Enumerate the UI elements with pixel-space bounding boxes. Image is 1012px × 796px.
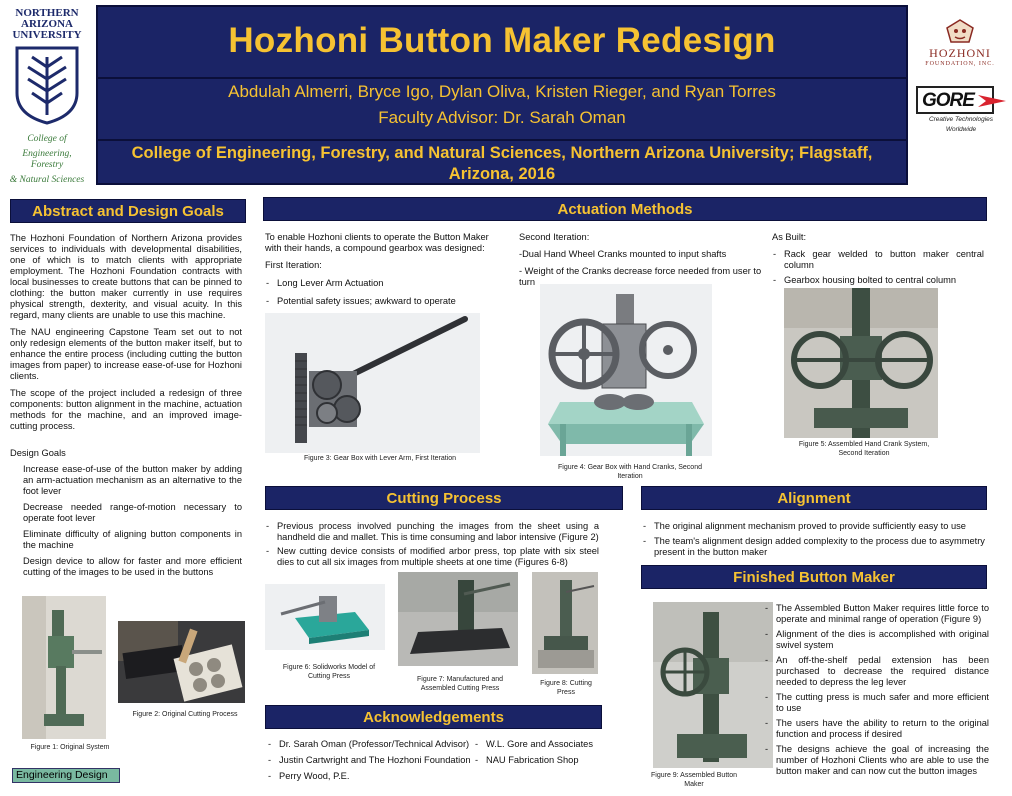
header-banner xyxy=(96,5,908,185)
abstract-paragraph: The scope of the project included a redesign of three components: button alignment in the machine, actuation methods for the machine, and an improved image-cutting process. xyxy=(10,388,242,431)
acknowledgements-heading: Acknowledgements xyxy=(265,705,602,729)
actuation-as-built xyxy=(772,232,984,289)
figure-7-caption: Figure 7: Manufactured and Assembled Cutting Press xyxy=(417,676,503,692)
nau-name-line-3: UNIVERSITY xyxy=(12,29,82,41)
advisor-line: Faculty Advisor: Dr. Sarah Oman xyxy=(378,108,626,127)
cutting-list xyxy=(265,521,599,571)
as-built-item: - Gearbox housing bolted to central column xyxy=(772,275,984,286)
figure-7-photo xyxy=(398,572,518,666)
figure-3-image xyxy=(265,313,480,453)
actuation-heading: Actuation Methods xyxy=(263,197,987,221)
abstract-body xyxy=(10,233,242,432)
finished-item: - The users have the ability to return to the original function and process if desired xyxy=(764,718,989,740)
figure-8-caption: Figure 8: Cutting Press xyxy=(540,680,592,696)
finished-item: - The designs achieve the goal of increasing the number of Hozhoni Clients who are able to use the button maker and can now cut the button images xyxy=(764,744,989,777)
figure-2-photo xyxy=(118,621,245,703)
first-iteration-item: - Long Lever Arm Actuation xyxy=(265,278,497,289)
alignment-heading: Alignment xyxy=(641,486,987,510)
nau-college-line-2: Engineering, Forestry xyxy=(22,149,72,170)
finished-item: - Alignment of the dies is accomplished with original swivel system xyxy=(764,629,989,651)
figure-1-photo xyxy=(22,596,106,739)
hozhoni-emblem-icon xyxy=(943,18,977,44)
figure-8-photo xyxy=(532,572,598,674)
finished-heading: Finished Button Maker xyxy=(641,565,987,589)
acknowledgement-item: - Dr. Sarah Oman (Professor/Technical Advisor) xyxy=(267,739,472,750)
nau-college-line-1: College of xyxy=(27,134,67,144)
figure-9-photo xyxy=(653,602,773,768)
design-goals-heading: Design Goals xyxy=(10,448,66,458)
finished-item: - The cutting press is much safer and more efficient to use xyxy=(764,692,989,714)
acknowledgement-item: - NAU Fabrication Shop xyxy=(474,755,604,766)
second-iteration-item: -Dual Hand Wheel Cranks mounted to input shafts xyxy=(519,249,727,259)
figure-4-caption: Figure 4: Gear Box with Hand Cranks, Second Iteration xyxy=(558,464,702,480)
alignment-item: - The original alignment mechanism proved to provide sufficiently easy to use xyxy=(642,521,990,532)
figure-6-caption: Figure 6: Solidworks Model of Cutting Press xyxy=(282,664,376,680)
gore-arrow-icon xyxy=(978,91,1008,111)
nau-shield-icon xyxy=(14,45,80,125)
cutting-item: - New cutting device consists of modified arbor press, top plate with six steel dies to cut all six images from multiple sheets at one time (Figures 6-8) xyxy=(265,546,599,568)
gore-logo xyxy=(914,86,1008,148)
acknowledgement-item: - W.L. Gore and Associates xyxy=(474,739,604,750)
acknowledgements-right xyxy=(474,739,604,769)
finished-item: - An off-the-shelf pedal extension has been purchased to decrease the required distance needed to depress the leg lever xyxy=(764,655,989,688)
actuation-intro: To enable Hozhoni clients to operate the Button Maker with their hands, a compound gearbox was designed: xyxy=(265,232,489,253)
gore-name: GORE xyxy=(922,90,974,111)
cutting-heading: Cutting Process xyxy=(265,486,623,510)
acknowledgement-item: - Perry Wood, P.E. xyxy=(267,771,472,782)
actuation-first-iteration xyxy=(265,232,497,310)
gore-sub-line-1: Creative Technologies xyxy=(928,116,994,123)
finished-list xyxy=(764,603,989,780)
acknowledgements-left xyxy=(267,739,472,785)
as-built-label: As Built: xyxy=(772,232,807,242)
second-iteration-label: Second Iteration: xyxy=(519,232,590,242)
design-goal-item: Decrease needed range-of-motion necessary to operate foot lever xyxy=(23,502,242,523)
as-built-item: - Rack gear welded to button maker central column xyxy=(772,249,984,271)
authors-line: Abdulah Almerri, Bryce Igo, Dylan Oliva, Kristen Rieger, and Ryan Torres xyxy=(228,82,776,101)
figure-5-photo xyxy=(784,288,938,438)
figure-9-caption: Figure 9: Assembled Button Maker xyxy=(651,772,737,788)
figure-6-image xyxy=(265,584,385,650)
first-iteration-item: - Potential safety issues; awkward to operate xyxy=(265,296,497,307)
design-goal-item: Eliminate difficulty of aligning button components in the machine xyxy=(23,529,242,550)
hozhoni-sub: FOUNDATION, INC. xyxy=(925,61,995,67)
abstract-paragraph: The Hozhoni Foundation of Northern Arizona provides services to individuals with developmental disabilities, one of which is to match clients with appropriate employment. The Hozhoni Foundation contracts with local businesses to create buttons that can be pinned to clothing: the button maker currently in use requires physical strength, dexterity, and visual acuity. In this regard, many clients are unable to use this machine. xyxy=(10,233,242,320)
category-tag: Engineering Design xyxy=(12,768,120,783)
actuation-second-iteration xyxy=(519,232,763,288)
figure-4-image xyxy=(540,284,712,456)
first-iteration-label: First Iteration: xyxy=(265,260,322,270)
hozhoni-name: HOZHONI xyxy=(929,46,991,60)
gore-sub-line-2: Worldwide xyxy=(945,126,977,133)
second-iteration-item: - Weight of the Cranks decrease force needed from user to turn xyxy=(519,266,762,287)
alignment-item: - The team's alignment design added complexity to the process due to asymmetry present in the button maker xyxy=(642,536,990,558)
nau-name-line-2: ARIZONA xyxy=(21,18,73,30)
nau-name-line-1: NORTHERN xyxy=(15,7,79,19)
figure-2-caption: Figure 2: Original Cutting Process xyxy=(132,711,238,718)
design-goal-item: Increase ease-of-use of the button maker by adding an arm-actuation mechanism as an alternative to the foot lever xyxy=(23,464,242,496)
nau-logo xyxy=(6,7,88,185)
abstract-heading: Abstract and Design Goals xyxy=(10,199,246,223)
design-goal-item: Design device to allow for faster and more efficient cutting of the images to be used in the buttons xyxy=(23,556,242,577)
figure-1-caption: Figure 1: Original System xyxy=(30,744,110,751)
alignment-list xyxy=(642,521,990,561)
poster-title: Hozhoni Button Maker Redesign xyxy=(228,21,776,60)
cutting-item: - Previous process involved punching the images from the sheet using a handheld die and mallet. This is time consuming and labor intensive (Figure 2) xyxy=(265,521,599,543)
hozhoni-logo xyxy=(912,18,1008,78)
figure-3-caption: Figure 3: Gear Box with Lever Arm, First Iteration xyxy=(303,455,457,462)
figure-5-caption: Figure 5: Assembled Hand Crank System, Second Iteration xyxy=(798,441,930,457)
finished-item: - The Assembled Button Maker requires little force to operate and minimal range of operation (Figure 9) xyxy=(764,603,989,625)
nau-college-line-3: & Natural Sciences xyxy=(9,175,85,185)
college-line: College of Engineering, Forestry, and Natural Sciences, Northern Arizona University; Flagstaff, Arizona, 2016 xyxy=(131,144,873,183)
abstract-paragraph: The NAU engineering Capstone Team set out to not only redesign elements of the button maker itself, but to enhance the entire process (including cutting the button images from paper) to increase ease-of-use for Hozhoni clients. xyxy=(10,327,242,381)
design-goals xyxy=(10,448,242,578)
acknowledgement-item: - Justin Cartwright and The Hozhoni Foundation xyxy=(267,755,472,766)
